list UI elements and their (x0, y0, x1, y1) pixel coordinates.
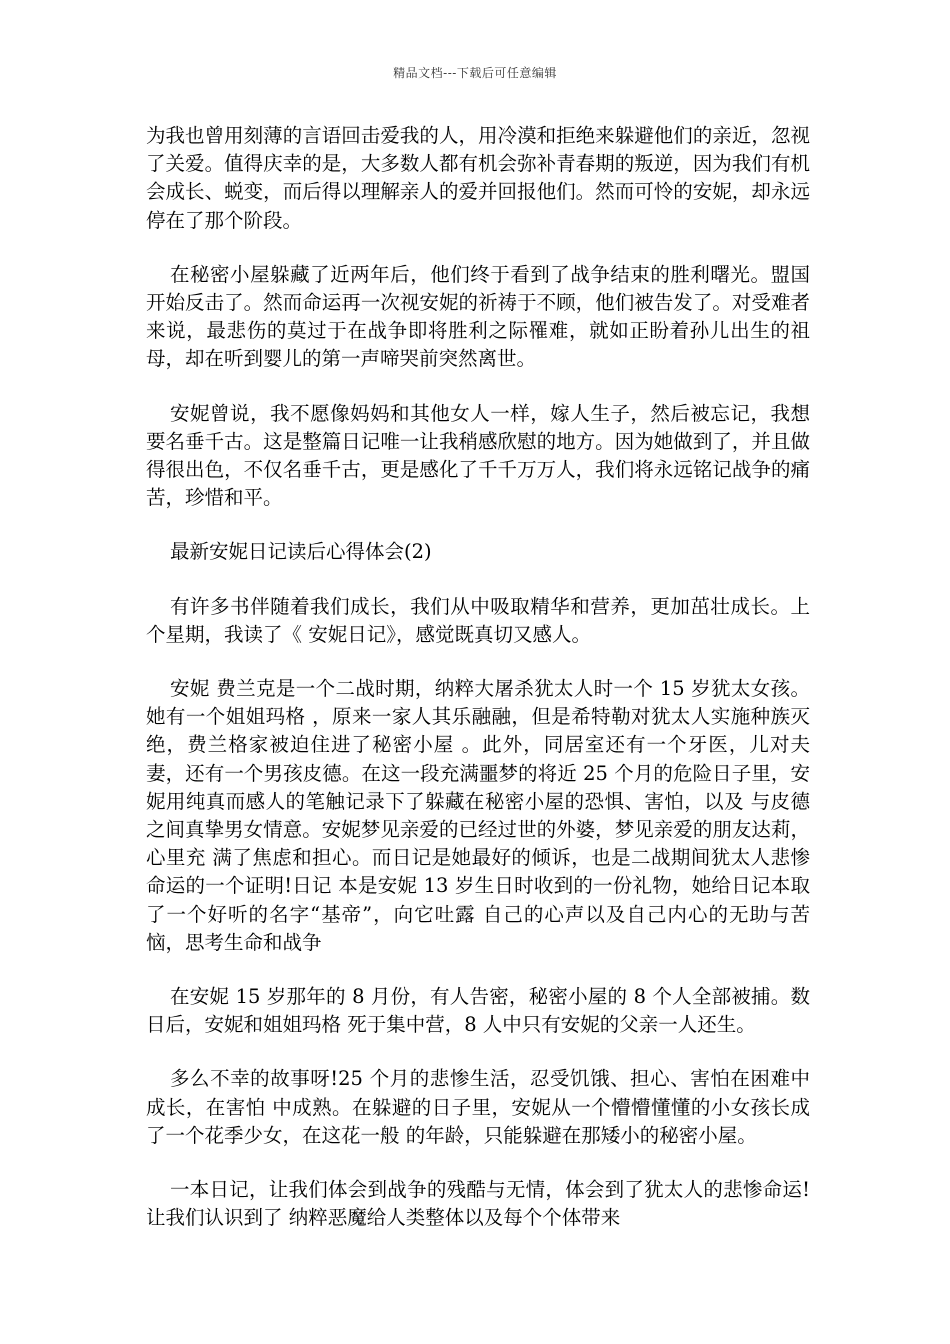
paragraph-4: 有许多书伴随着我们成长，我们从中吸取精华和营养，更加茁壮成长。上个星期，我读了《 安妮日记》，感觉既真切又感人。 (146, 594, 810, 646)
paragraph-8: 一本日记，让我们体会到战争的残酷与无情，体会到了犹太人的悲惨命运!让我们认识到了 纳粹恶魔给人类整体以及每个个体带来 (146, 1178, 810, 1230)
paragraph-6: 在安妮 15 岁那年的 8 月份，有人告密，秘密小屋的 8 个人全部被捕。数日后，安妮和姐姐玛格 死于集中营，8 人中只有安妮的父亲一人还生。 (146, 985, 810, 1037)
paragraph-1: 为我也曾用刻薄的言语回击爱我的人，用冷漠和拒绝来躲避他们的亲近，忽视了关爱。值得庆幸的是，大多数人都有机会弥补青春期的叛逆，因为我们有机会成长、蜕变，而后得以理解亲人的爱并回报他们。然而可怜的安妮，却永远停在了那个阶段。 (146, 124, 810, 232)
paragraph-3: 安妮曾说，我不愿像妈妈和其他女人一样，嫁人生子，然后被忘记，我想要名垂千古。这是整篇日记唯一让我稍感欣慰的地方。因为她做到了，并且做得很出色，不仅名垂千古，更是感化了千千万万人，我们将永远铭记战争的痛苦，珍惜和平。 (146, 401, 810, 510)
paragraph-2: 在秘密小屋躲藏了近两年后，他们终于看到了战争结束的胜利曙光。盟国开始反击了。然而命运再一次视安妮的祈祷于不顾，他们被告发了。对受难者来说，最悲伤的莫过于在战争即将胜利之际罹难，就如正盼着孙儿出生的祖母，却在听到婴儿的第一声啼哭前突然离世。 (146, 262, 810, 371)
page-header: 精品文档---下载后可任意编辑 (393, 66, 557, 80)
document-body (146, 122, 810, 1259)
paragraph-5: 安妮 费兰克是一个二战时期，纳粹大屠杀犹太人时一个 15 岁犹太女孩。她有一个姐姐玛格 ，原来一家人其乐融融，但是希特勒对犹太人实施种族灭绝，费兰格家被迫住进了秘密小屋 。此外，同居室还有一个牙医，儿对夫妻，还有一个男孩皮德。在这一段充满噩梦的将近 25 个月的危险日子里，安妮用纯真而感人的笔触记录下了躲藏在秘密小屋的恐惧、害怕，以及 与皮德之间真挚男女情意。安妮梦见亲爱的已经过世的外婆，梦见亲爱的朋友达莉，心里充 满了焦虑和担心。而日记是她最好的倾诉，也是二战期间犹太人悲惨命运的一个证明!日记 本是安妮 13 岁生日时收到的一份礼物，她给日记本取了一个好听的名字“基帝”，向它吐露 自己的心声以及自己内心的无助与苦恼，思考生命和战争 (146, 677, 810, 954)
paragraph-7: 多么不幸的故事呀!25 个月的悲惨生活，忍受饥饿、担心、害怕在困难中成长，在害怕 中成熟。在躲避的日子里，安妮从一个懵懵懂懂的小女孩长成了一个花季少女，在这花一般 的年龄，只能躲避在那矮小的秘密小屋。 (146, 1067, 810, 1147)
section-heading: 最新安妮日记读后心得体会(2) (170, 540, 432, 564)
